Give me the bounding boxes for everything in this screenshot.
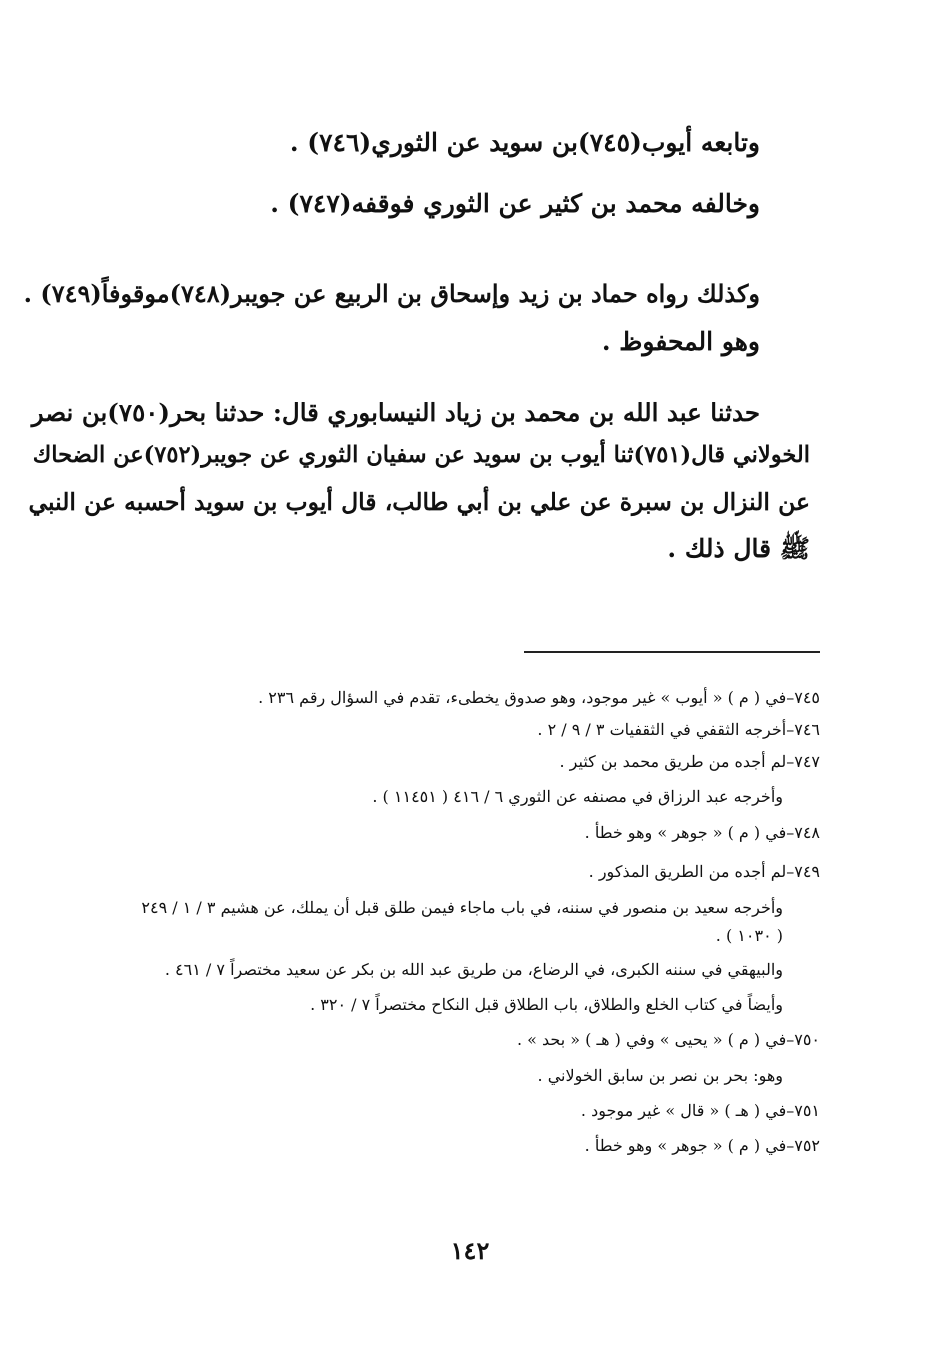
main-text-line: وكذلك رواه حماد بن زيد وإسحاق بن الربيع عن جويبر(٧٤٨)موقوفاً(٧٤٩) .	[23, 279, 760, 308]
footnote-line: والبيهقي في سننه الكبرى، في الرضاع، من طريق عبد الله بن بكر عن سعيد مختصراً ٧ / ٤٦١ .	[164, 960, 783, 979]
footnote-line: ٧٤٩–لم أجده من الطريق المذكور .	[588, 862, 820, 881]
main-text-line: عن النزال بن سبرة عن علي بن أبي طالب، قال أيوب بن سويد أحسبه عن النبي	[28, 488, 810, 516]
main-text-line: وخالفه محمد بن كثير عن الثوري فوقفه(٧٤٧) .	[270, 189, 760, 218]
footnote-line: ٧٥٢–في ( م ) « جوهر » وهو خطأ .	[584, 1136, 820, 1155]
main-text-line: وتابعه أيوب(٧٤٥)بن سويد عن الثوري(٧٤٦) .	[289, 128, 760, 157]
footnote-line: ٧٤٥–في ( م ) « أيوب » غير موجود، وهو صدوق يخطىء، تقدم في السؤال رقم ٢٣٦ .	[258, 688, 820, 707]
footnote-separator	[524, 651, 820, 653]
footnote-line: ٧٥١–في ( هـ ) « قال » غير موجود .	[580, 1101, 820, 1120]
footnote-line: وأخرجه عبد الرزاق في مصنفه عن الثوري ٦ / ٤١٦ ( ١١٤٥١ ) .	[372, 787, 783, 806]
footnote-line: وهو: بحر بن نصر بن سابق الخولاني .	[537, 1066, 783, 1085]
footnote-line: ٧٤٨–في ( م ) « جوهر » وهو خطأ .	[584, 823, 820, 842]
main-text-line: الخولاني قال(٧٥١)ثنا أيوب بن سويد عن سفيان الثوري عن جويبر(٧٥٢)عن الضحاك	[32, 442, 810, 468]
footnote-line: ٧٥٠–في ( م ) « يحيى » وفي ( هـ ) « بحد » .	[516, 1030, 820, 1049]
footnote-line: ( ١٠٣٠ ) .	[715, 926, 783, 945]
main-text-line: حدثنا عبد الله بن محمد بن زياد النيسابوري قال: حدثنا بحر(٧٥٠)بن نصر	[31, 398, 760, 427]
footnote-line: ٧٤٦–أخرجه الثقفي في الثقفيات ٣ / ٩ / ٢ .	[537, 720, 820, 739]
main-text-line: وهو المحفوظ .	[601, 327, 760, 356]
main-text-line: ﷺ قال ذلك .	[667, 534, 810, 563]
footnote-line: وأخرجه سعيد بن منصور في سننه، في باب ماجاء فيمن طلق قبل أن يملك، عن هشيم ٣ / ١ / ٢٤٩	[141, 898, 783, 917]
page-number: ١٤٢	[450, 1236, 490, 1265]
footnote-line: وأيضاً في كتاب الخلع والطلاق، باب الطلاق قبل النكاح مختصراً ٧ / ٣٢٠ .	[310, 995, 783, 1014]
footnote-line: ٧٤٧–لم أجده من طريق محمد بن كثير .	[559, 752, 820, 771]
